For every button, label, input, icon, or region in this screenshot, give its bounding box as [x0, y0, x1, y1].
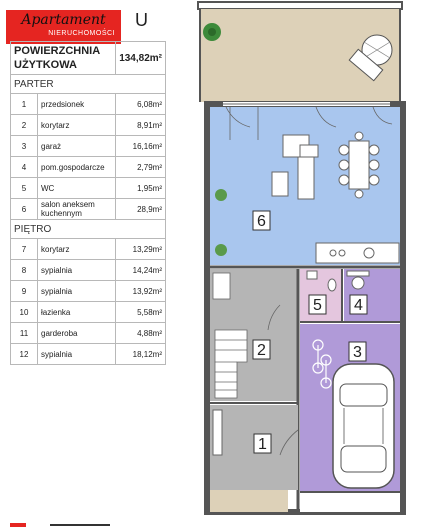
room-area: 6,08m²	[116, 94, 166, 115]
room-number: 6	[11, 199, 38, 220]
room-number: 5	[11, 178, 38, 199]
room-area: 28,9m²	[116, 199, 166, 220]
room-number: 1	[11, 94, 38, 115]
room-number: 12	[11, 344, 38, 365]
room-4-label: 4	[354, 297, 363, 314]
room-number: 11	[11, 323, 38, 344]
table-bottom-decoration	[10, 514, 166, 518]
room-name: korytarz	[38, 239, 116, 260]
room-number: 10	[11, 302, 38, 323]
room-number: 9	[11, 281, 38, 302]
room-area: 18,12m²	[116, 344, 166, 365]
room-area: 14,24m²	[116, 260, 166, 281]
unit-badge: U	[135, 10, 148, 30]
room-2-label: 2	[257, 342, 266, 359]
room-6-label: 6	[257, 213, 266, 230]
room-name: garaż	[38, 136, 116, 157]
room-number: 8	[11, 260, 38, 281]
room-area: 13,29m²	[116, 239, 166, 260]
room-name: garderoba	[38, 323, 116, 344]
logo-subtext: NIERUCHOMOŚCI	[48, 30, 115, 37]
room-area: 1,95m²	[116, 178, 166, 199]
room-5-label: 5	[313, 297, 322, 314]
room-name: sypialnia	[38, 260, 116, 281]
room-name: WC	[38, 178, 116, 199]
room-number: 3	[11, 136, 38, 157]
room-area: 4,88m²	[116, 323, 166, 344]
room-area: 2,79m²	[116, 157, 166, 178]
room-name: salon aneksem kuchennym	[38, 199, 116, 220]
room-1-label: 1	[258, 436, 267, 453]
car-icon	[333, 364, 394, 488]
entrance-steps	[210, 490, 288, 512]
summary-label-line1: POWIERZCHNIA	[14, 45, 101, 57]
room-area: 5,58m²	[116, 302, 166, 323]
section-title: PARTER	[11, 75, 166, 94]
room-area: 8,91m²	[116, 115, 166, 136]
room-area: 16,16m²	[116, 136, 166, 157]
logo-script-text: Apartament	[21, 12, 106, 28]
room-number: 7	[11, 239, 38, 260]
room-name: korytarz	[38, 115, 116, 136]
room-number: 4	[11, 157, 38, 178]
room-name: sypialnia	[38, 344, 116, 365]
room-3-label: 3	[353, 344, 362, 361]
section-title: PIĘTRO	[11, 220, 166, 239]
room-name: pom.gospodarcze	[38, 157, 116, 178]
room-area: 13,92m²	[116, 281, 166, 302]
summary-label-line2: UŻYTKOWA	[14, 59, 77, 71]
room-name: przedsionek	[38, 94, 116, 115]
room-number: 2	[11, 115, 38, 136]
terrace-tree-icon	[203, 23, 221, 41]
room-name: łazienka	[38, 302, 116, 323]
kitchen-counter	[316, 243, 399, 263]
summary-value: 134,82m²	[116, 42, 166, 75]
room-name: sypialnia	[38, 281, 116, 302]
